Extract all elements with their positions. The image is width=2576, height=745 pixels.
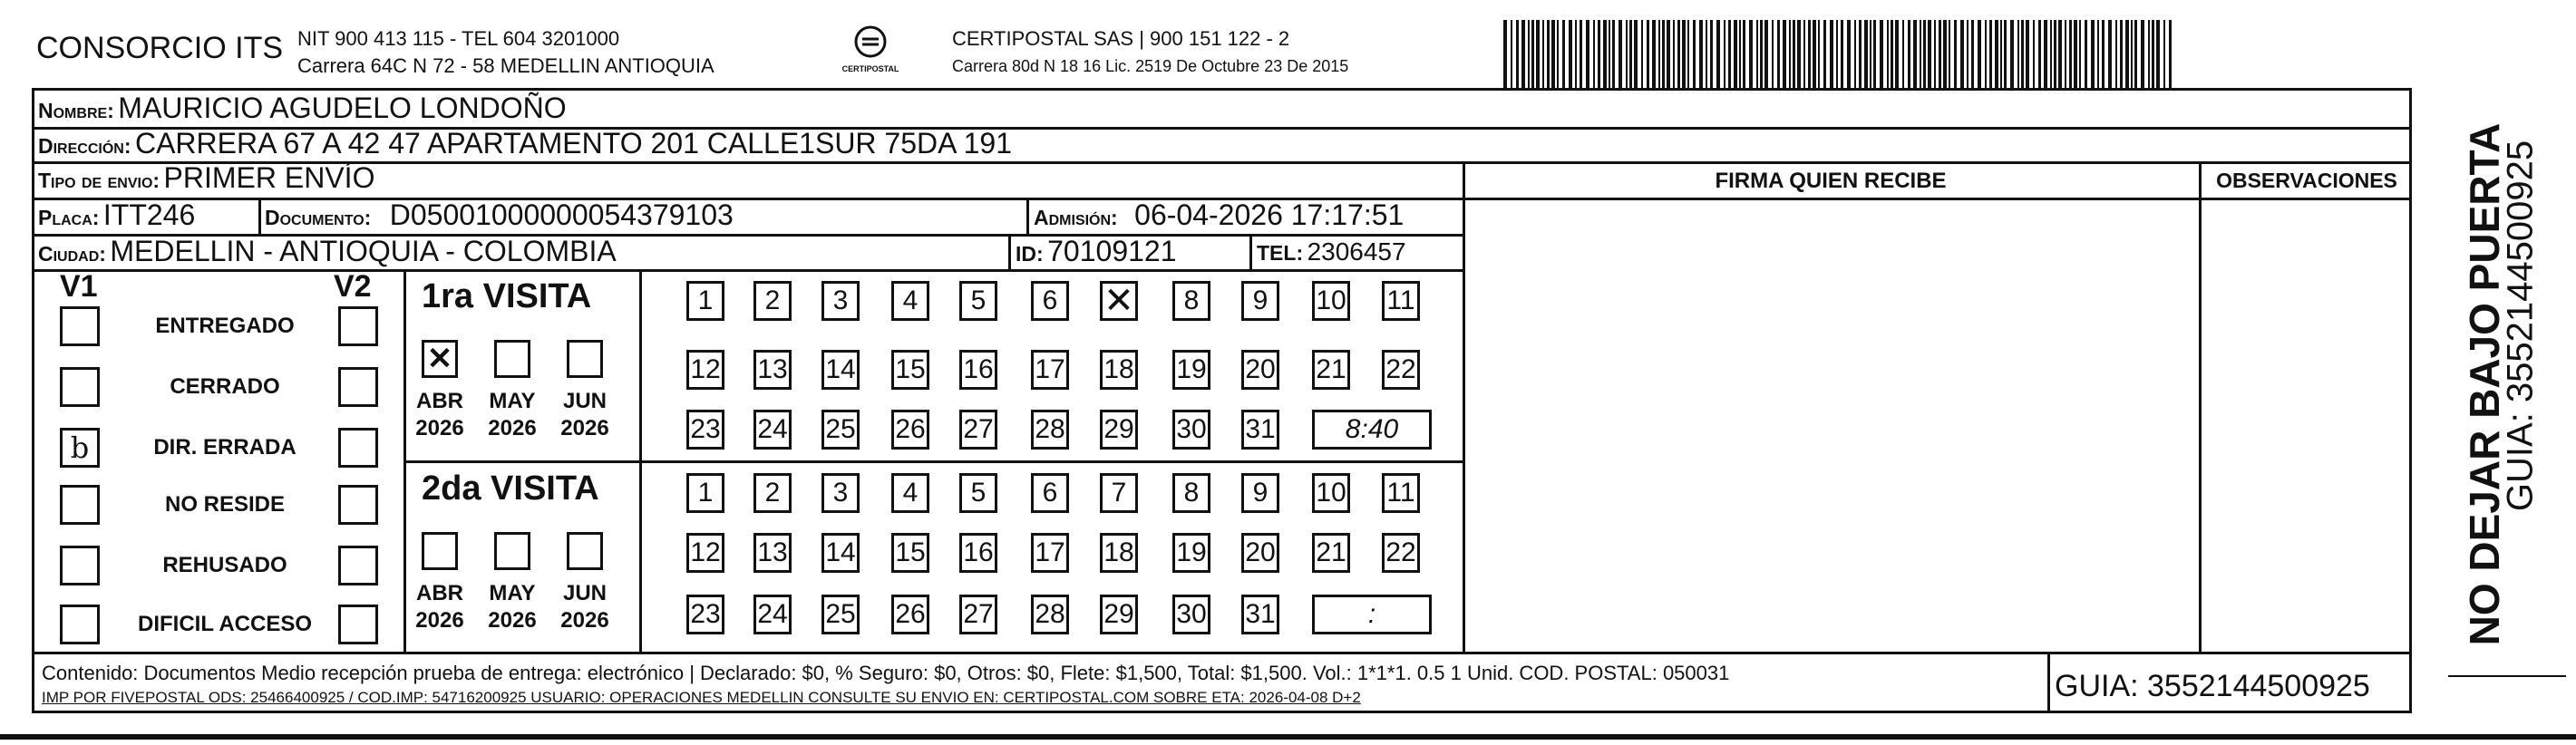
barcode-bar	[1575, 20, 1577, 89]
barcode-bar	[2156, 20, 2160, 89]
barcode-bar	[1760, 20, 1763, 89]
barcode-bar	[2044, 20, 2047, 89]
barcode-bar	[1902, 20, 1904, 89]
divider	[258, 199, 261, 234]
first-visit-day-5[interactable]: 5	[959, 281, 997, 321]
barcode-bar	[1960, 20, 1964, 89]
barcode-bar	[2169, 20, 2172, 89]
barcode-bar	[1593, 20, 1595, 89]
barcode-bar	[1749, 20, 1753, 89]
nombre-label: Nombre:	[38, 99, 114, 122]
barcode-bar	[1880, 20, 1883, 89]
barcode-bar	[2141, 20, 2144, 89]
month-label	[549, 388, 621, 442]
divider	[32, 652, 2412, 654]
barcode-bar	[1542, 20, 1544, 89]
second-visit-day-7[interactable]: 7	[1100, 473, 1138, 513]
first-visit-day-4[interactable]: 4	[891, 281, 929, 321]
certipostal-logo	[834, 24, 907, 78]
ciudad-value: MEDELLIN - ANTIOQUIA - COLOMBIA	[110, 235, 617, 267]
barcode-bar	[1913, 20, 1917, 89]
second-visit-day-26[interactable]: 26	[891, 595, 929, 634]
barcode-bar	[2163, 20, 2165, 89]
divider	[32, 269, 1463, 272]
month-name: MAY	[489, 389, 536, 413]
barcode-bar	[1706, 20, 1707, 89]
first-visit-day-23[interactable]: 23	[686, 410, 724, 450]
v1-checkbox[interactable]	[60, 367, 100, 407]
tipo-envio-row	[38, 161, 374, 195]
admision-cell	[1034, 198, 1404, 232]
barcode-bar	[1634, 20, 1638, 89]
first-visit-day-6[interactable]: 6	[1031, 281, 1069, 321]
first-visit-day-8[interactable]: 8	[1172, 281, 1210, 321]
tel-label: TEL:	[1257, 241, 1304, 265]
placa-label: Placa:	[38, 206, 100, 229]
month-label	[403, 388, 476, 442]
status-label: CERRADO	[170, 374, 280, 399]
v2-checkbox[interactable]	[338, 546, 378, 585]
barcode-bar	[1562, 20, 1565, 89]
second-visit-day-17[interactable]: 17	[1031, 533, 1069, 573]
first-visit-day-3[interactable]: 3	[821, 281, 860, 321]
second-visit-day-16[interactable]: 16	[959, 533, 997, 573]
barcode-bar	[1971, 20, 1974, 89]
barcode-bar	[1995, 20, 1998, 89]
v1-checkbox[interactable]	[60, 428, 100, 468]
v1-checkbox[interactable]	[60, 306, 100, 346]
second-visit-day-18[interactable]: 18	[1100, 533, 1138, 573]
barcode-bar	[1662, 20, 1665, 89]
footer-print-line: IMP POR FIVEPOSTAL ODS: 25466400925 / COD.IMP: 54716200925 USUARIO: OPERACIONES MEDELLIN CONSULTE SU ENVIO EN: CERTIPOSTAL.COM SOBRE ETA: 2026-04-08 D+2	[42, 689, 1361, 706]
barcode-bar	[1978, 20, 1981, 89]
no-dejar-bajo-puerta-text: NO DEJAR BAJO PUERTA	[2461, 122, 2508, 646]
barcode-bar	[1699, 20, 1703, 89]
certipostal-logo-text: CERTIPOSTAL	[841, 64, 899, 73]
tear-line	[2448, 675, 2566, 677]
barcode-bar	[1603, 20, 1607, 89]
first-visit-day-31[interactable]: 31	[1241, 410, 1279, 450]
barcode-bar	[1693, 20, 1696, 89]
barcode-bar	[1609, 20, 1610, 89]
direccion-row	[38, 127, 1012, 160]
second-visit-title: 2da VISITA	[422, 469, 599, 508]
barcode-bar	[1673, 20, 1675, 89]
barcode-bar	[2115, 20, 2117, 89]
first-visit-day-16[interactable]: 16	[959, 350, 997, 390]
barcode-bar	[2004, 20, 2007, 89]
month-checkbox-jun[interactable]	[567, 532, 603, 570]
admision-value: 06-04-2026 17:17:51	[1134, 198, 1405, 231]
barcode-bar	[1658, 20, 1660, 89]
barcode-bar	[1547, 20, 1550, 89]
barcode-bar	[2000, 20, 2002, 89]
barcode-bar	[1772, 20, 1774, 89]
barcode-bar	[1619, 20, 1622, 89]
barcode-bar	[1854, 20, 1856, 89]
status-label: DIFICIL ACCESO	[137, 612, 312, 636]
barcode-bar	[1870, 20, 1871, 89]
first-visit-day-27[interactable]: 27	[959, 410, 997, 450]
first-visit-day-24[interactable]: 24	[753, 410, 792, 450]
barcode-bar	[1989, 20, 1992, 89]
month-name: ABR	[416, 581, 463, 605]
barcode-bar	[1728, 20, 1731, 89]
barcode-bar	[1739, 20, 1741, 89]
barcode	[1503, 20, 2179, 89]
placa-value: ITT246	[102, 198, 196, 231]
ciudad-cell	[38, 235, 617, 268]
month-year: 2026	[560, 416, 609, 440]
barcode-bar	[1516, 20, 1519, 89]
placa-cell	[38, 198, 195, 232]
first-visit-title: 1ra VISITA	[422, 277, 592, 315]
barcode-bar	[2085, 20, 2087, 89]
barcode-bar	[1667, 20, 1670, 89]
barcode-bar	[1783, 20, 1786, 89]
second-visit-day-30[interactable]: 30	[1172, 595, 1210, 634]
first-visit-day-7[interactable]: ✕	[1100, 281, 1138, 321]
barcode-bar	[1943, 20, 1947, 89]
barcode-bar	[1823, 20, 1826, 89]
first-visit-day-10[interactable]: 10	[1312, 281, 1350, 321]
barcode-bar	[2074, 20, 2077, 89]
barcode-bar	[1928, 20, 1931, 89]
v1-checkbox[interactable]	[60, 605, 100, 644]
first-visit-day-12[interactable]: 12	[686, 350, 724, 390]
divider	[1008, 236, 1011, 269]
barcode-bar	[1586, 20, 1589, 89]
barcode-bar	[2148, 20, 2150, 89]
barcode-bar	[1939, 20, 1941, 89]
v2-header: V2	[334, 269, 372, 304]
barcode-bar	[2131, 20, 2133, 89]
second-visit-day-19[interactable]: 19	[1172, 533, 1210, 573]
barcode-bar	[1934, 20, 1936, 89]
second-visit-day-8[interactable]: 8	[1172, 473, 1210, 513]
month-name: JUN	[562, 389, 607, 413]
second-visit-day-10[interactable]: 10	[1312, 473, 1350, 513]
barcode-bar	[1764, 20, 1768, 89]
cross-mark-icon: ✕	[426, 342, 453, 376]
status-label: ENTREGADO	[155, 314, 295, 338]
barcode-bar	[2033, 20, 2035, 89]
tel-cell	[1257, 237, 1406, 266]
barcode-bar	[1813, 20, 1816, 89]
status-label: DIR. ERRADA	[153, 435, 296, 460]
barcode-bar	[2010, 20, 2014, 89]
tel-value: 2306457	[1307, 237, 1406, 266]
barcode-bar	[1923, 20, 1926, 89]
barcode-bar	[1954, 20, 1957, 89]
company-name: CONSORCIO ITS	[36, 31, 284, 65]
barcode-bar	[1569, 20, 1572, 89]
guia-box: GUIA: 3552144500925	[2055, 669, 2370, 703]
barcode-bar	[1789, 20, 1791, 89]
month-checkbox-abr[interactable]	[422, 340, 458, 378]
barcode-bar	[1557, 20, 1559, 89]
postal-info-line-2: Carrera 80d N 18 16 Lic. 2519 De Octubre 23 De 2015	[952, 57, 1349, 75]
barcode-bar	[1652, 20, 1656, 89]
company-info-line-2: Carrera 64C N 72 - 58 MEDELLIN ANTIOQUIA	[297, 54, 714, 77]
bottom-edge	[0, 734, 2576, 740]
month-name: MAY	[489, 581, 536, 605]
first-visit-day-11[interactable]: 11	[1382, 281, 1420, 321]
second-visit-day-21[interactable]: 21	[1312, 533, 1350, 573]
barcode-bar	[2102, 20, 2105, 89]
v1-checkbox[interactable]	[60, 546, 100, 585]
second-visit-day-14[interactable]: 14	[821, 533, 860, 573]
barcode-bar	[1887, 20, 1889, 89]
first-visit-day-18[interactable]: 18	[1100, 350, 1138, 390]
second-visit-day-27[interactable]: 27	[959, 595, 997, 634]
first-visit-day-9[interactable]: 9	[1241, 281, 1279, 321]
v1-header: V1	[60, 269, 98, 304]
first-visit-day-29[interactable]: 29	[1100, 410, 1138, 450]
barcode-bar	[1847, 20, 1851, 89]
tipo-envio-label: Tipo de envio:	[38, 169, 160, 192]
barcode-bar	[1612, 20, 1615, 89]
barcode-bar	[1743, 20, 1745, 89]
second-visit-day-20[interactable]: 20	[1241, 533, 1279, 573]
second-visit-day-2[interactable]: 2	[753, 473, 792, 513]
direccion-value: CARRERA 67 A 42 47 APARTAMENTO 201 CALLE1SUR 75DA 191	[134, 127, 1012, 160]
month-label	[476, 388, 549, 442]
second-visit-day-6[interactable]: 6	[1031, 473, 1069, 513]
second-visit-day-3[interactable]: 3	[821, 473, 860, 513]
id-value: 70109121	[1047, 235, 1177, 267]
barcode-bar	[2108, 20, 2112, 89]
barcode-bar	[1629, 20, 1632, 89]
first-visit-day-20[interactable]: 20	[1241, 350, 1279, 390]
month-year: 2026	[488, 608, 537, 633]
barcode-bar	[2050, 20, 2052, 89]
barcode-bar	[1598, 20, 1600, 89]
month-label	[476, 580, 549, 634]
second-visit-time-box[interactable]: :	[1312, 595, 1432, 634]
barcode-bar	[2134, 20, 2137, 89]
month-label	[549, 580, 621, 634]
admision-label: Admisión:	[1034, 206, 1118, 229]
status-label: REHUSADO	[162, 553, 287, 577]
barcode-bar	[1793, 20, 1795, 89]
first-visit-day-17[interactable]: 17	[1031, 350, 1069, 390]
barcode-bar	[1985, 20, 1987, 89]
second-visit-day-4[interactable]: 4	[891, 473, 929, 513]
barcode-bar	[2065, 20, 2066, 89]
barcode-bar	[1528, 20, 1530, 89]
signature-area[interactable]	[1465, 200, 2196, 650]
check-mark-icon: b	[70, 431, 90, 465]
divider	[32, 161, 2412, 164]
barcode-bar	[1830, 20, 1833, 89]
barcode-bar	[1511, 20, 1512, 89]
first-visit-day-14[interactable]: 14	[821, 350, 860, 390]
observaciones-header: OBSERVACIONES	[2216, 169, 2397, 192]
barcode-bar	[2021, 20, 2024, 89]
month-checkbox-abr[interactable]	[422, 532, 458, 570]
company-info-line-1: NIT 900 413 115 - TEL 604 3201000	[297, 27, 620, 50]
v2-checkbox[interactable]	[338, 605, 378, 644]
v2-checkbox[interactable]	[338, 367, 378, 407]
v2-checkbox[interactable]	[338, 306, 378, 346]
id-cell	[1016, 235, 1177, 268]
barcode-bar	[1949, 20, 1950, 89]
second-visit-day-31[interactable]: 31	[1241, 595, 1279, 634]
month-name: ABR	[416, 389, 463, 413]
barcode-bar	[1641, 20, 1643, 89]
barcode-bar	[2026, 20, 2029, 89]
first-visit-day-1[interactable]: 1	[686, 281, 724, 321]
tipo-envio-value: PRIMER ENVÍO	[163, 161, 375, 194]
first-visit-day-13[interactable]: 13	[753, 350, 792, 390]
barcode-bar	[2069, 20, 2072, 89]
month-checkbox-may[interactable]	[494, 532, 530, 570]
v2-checkbox[interactable]	[338, 428, 378, 468]
month-year: 2026	[560, 608, 609, 633]
barcode-bar	[1724, 20, 1725, 89]
barcode-bar	[1716, 20, 1720, 89]
month-label	[403, 580, 476, 634]
documento-cell	[265, 198, 734, 232]
barcode-bar	[1647, 20, 1649, 89]
first-visit-day-25[interactable]: 25	[821, 410, 860, 450]
first-visit-day-28[interactable]: 28	[1031, 410, 1069, 450]
second-visit-day-11[interactable]: 11	[1382, 473, 1420, 513]
direccion-label: Dirección:	[38, 134, 131, 158]
second-visit-day-22[interactable]: 22	[1382, 533, 1420, 573]
divider	[403, 460, 1464, 463]
barcode-bar	[1841, 20, 1843, 89]
month-year: 2026	[415, 416, 464, 440]
divider	[1249, 236, 1252, 269]
nombre-value: MAURICIO AGUDELO LONDOÑO	[118, 92, 567, 124]
barcode-bar	[1908, 20, 1910, 89]
barcode-bar	[1536, 20, 1540, 89]
first-visit-day-15[interactable]: 15	[891, 350, 929, 390]
first-visit-time-box[interactable]: 8:40	[1312, 410, 1432, 450]
barcode-bar	[2054, 20, 2056, 89]
barcode-bar	[1818, 20, 1820, 89]
barcode-bar	[2038, 20, 2041, 89]
barcode-bar	[2097, 20, 2099, 89]
first-visit-day-21[interactable]: 21	[1312, 350, 1350, 390]
barcode-bar	[1803, 20, 1805, 89]
side-guia-text: GUIA: 3552144500925	[2500, 140, 2541, 512]
barcode-bar	[1920, 20, 1921, 89]
side-labels	[2412, 88, 2575, 713]
barcode-bar	[1580, 20, 1582, 89]
documento-value: D05001000000054379103	[389, 198, 734, 231]
id-label: ID:	[1016, 242, 1044, 266]
barcode-bar	[2017, 20, 2019, 89]
divider	[2047, 654, 2050, 711]
second-visit-day-24[interactable]: 24	[753, 595, 792, 634]
second-visit-day-15[interactable]: 15	[891, 533, 929, 573]
second-visit-day-28[interactable]: 28	[1031, 595, 1069, 634]
barcode-bar	[2152, 20, 2154, 89]
month-year: 2026	[488, 416, 537, 440]
month-year: 2026	[415, 608, 464, 633]
barcode-bar	[2091, 20, 2095, 89]
barcode-bar	[1895, 20, 1899, 89]
second-visit-day-23[interactable]: 23	[686, 595, 724, 634]
v1-checkbox[interactable]	[60, 485, 100, 525]
barcode-bar	[1734, 20, 1737, 89]
barcode-bar	[1836, 20, 1838, 89]
divider	[1026, 199, 1029, 234]
barcode-bar	[1797, 20, 1801, 89]
firma-header: FIRMA QUIEN RECIBE	[1715, 169, 1947, 193]
barcode-bar	[1521, 20, 1525, 89]
second-visit-day-29[interactable]: 29	[1100, 595, 1138, 634]
barcode-bar	[1626, 20, 1628, 89]
v2-checkbox[interactable]	[338, 485, 378, 525]
second-visit-day-13[interactable]: 13	[753, 533, 792, 573]
barcode-bar	[1756, 20, 1758, 89]
barcode-bar	[1777, 20, 1780, 89]
first-visit-day-19[interactable]: 19	[1172, 350, 1210, 390]
status-label: NO RESIDE	[164, 492, 286, 517]
second-visit-day-25[interactable]: 25	[821, 595, 860, 634]
barcode-bar	[2120, 20, 2123, 89]
barcode-bar	[1873, 20, 1876, 89]
month-name: JUN	[562, 581, 607, 605]
observations-area[interactable]	[2202, 200, 2410, 650]
barcode-bar	[1859, 20, 1862, 89]
barcode-bar	[2058, 20, 2062, 89]
barcode-bar	[1891, 20, 1893, 89]
footer-content-line: Contenido: Documentos Medio recepción prueba de entrega: electrónico | Declarado: $0, % Seguro: $0, Otros: $0, Flete: $1,500, Total: $1,500. Vol.: 1*1*1. 0.5 1 Unid. COD. POSTAL: 050031	[42, 662, 1730, 684]
barcode-bar	[1503, 20, 1507, 89]
barcode-bar	[2125, 20, 2129, 89]
barcode-bar	[1551, 20, 1555, 89]
month-checkbox-may[interactable]	[494, 340, 530, 378]
barcode-bar	[1967, 20, 1968, 89]
first-visit-day-26[interactable]: 26	[891, 410, 929, 450]
barcode-bar	[1531, 20, 1534, 89]
second-visit-day-12[interactable]: 12	[686, 533, 724, 573]
first-visit-day-30[interactable]: 30	[1172, 410, 1210, 450]
barcode-bar	[2079, 20, 2081, 89]
second-visit-day-1[interactable]: 1	[686, 473, 724, 513]
second-visit-day-5[interactable]: 5	[959, 473, 997, 513]
ciudad-label: Ciudad:	[38, 242, 106, 266]
postal-info-line-1: CERTIPOSTAL SAS | 900 151 122 - 2	[952, 27, 1290, 50]
barcode-bar	[1682, 20, 1686, 89]
barcode-bar	[1710, 20, 1713, 89]
barcode-bar	[1687, 20, 1689, 89]
certipostal-logo-icon	[852, 24, 889, 60]
nombre-row	[38, 92, 567, 125]
first-visit-day-2[interactable]: 2	[753, 281, 792, 321]
first-visit-day-22[interactable]: 22	[1382, 350, 1420, 390]
documento-label: Documento:	[265, 206, 372, 229]
barcode-bar	[1677, 20, 1680, 89]
barcode-bar	[1864, 20, 1868, 89]
month-checkbox-jun[interactable]	[567, 340, 603, 378]
barcode-bar	[1808, 20, 1811, 89]
second-visit-day-9[interactable]: 9	[1241, 473, 1279, 513]
